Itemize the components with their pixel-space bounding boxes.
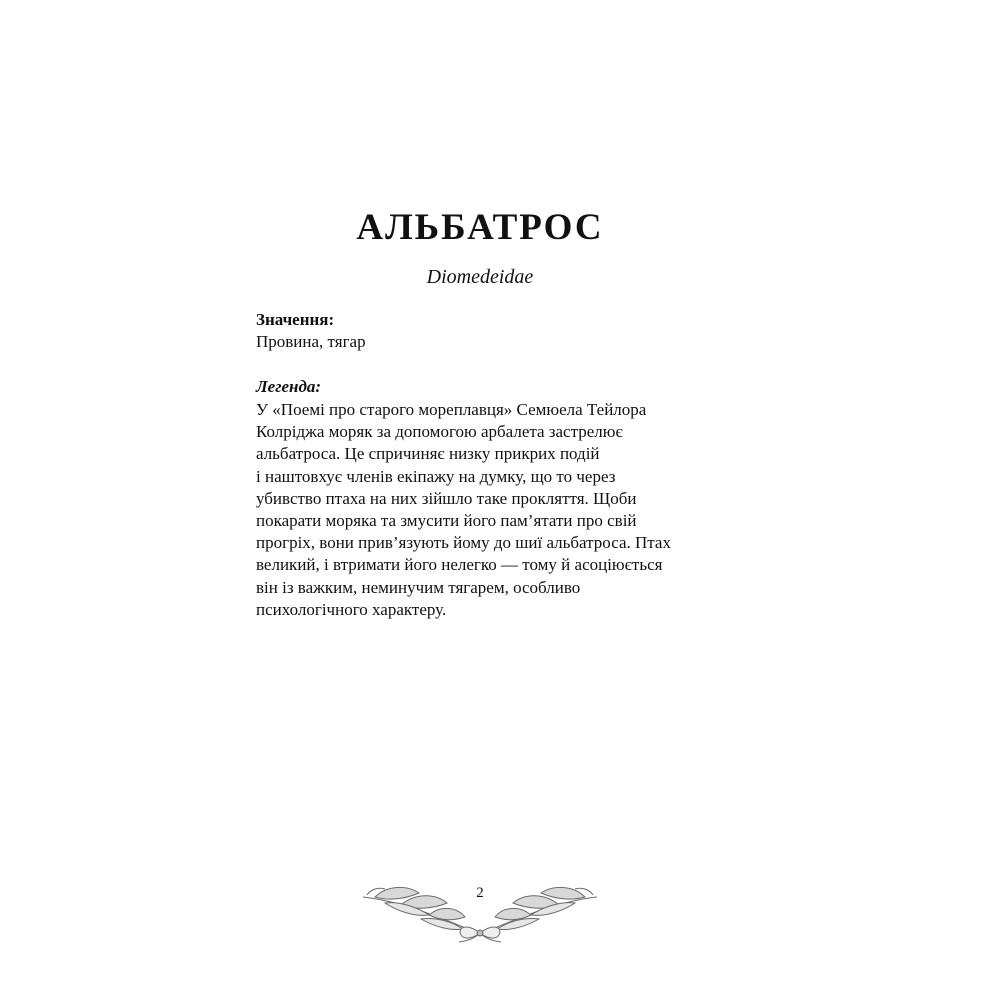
legend-line: і наштовхує членів екіпажу на думку, що то через xyxy=(256,466,616,486)
page-title: АЛЬБАТРОС xyxy=(356,207,604,248)
legend-label: Легенда: xyxy=(256,377,322,396)
legend-line: великий, і втримати його нелегко — тому й асоціюється xyxy=(256,555,663,575)
legend-line: покарати моряка та змусити його пам’ятати про свій xyxy=(256,511,637,531)
legend-line: він із важким, неминучим тягарем, особливо xyxy=(256,577,581,597)
meaning-label: Значення: xyxy=(256,310,335,329)
meaning-text: Провина, тягар xyxy=(256,332,366,351)
legend-line: Колріджа моряк за допомогою арбалета застрелює xyxy=(256,422,623,442)
legend-line: убивство птаха на них зійшло таке прокляття. Щоби xyxy=(256,488,637,508)
legend-line: альбатроса. Це спричиняє низку прикрих подій xyxy=(256,444,600,464)
legend-text xyxy=(256,399,706,621)
latin-name: Diomedeidae xyxy=(426,266,534,288)
legend-line: У «Поемі про старого мореплавця» Семюела Тейлора xyxy=(256,400,647,419)
legend-line: прогріх, вони прив’язують йому до шиї альбатроса. Птах xyxy=(256,533,671,553)
page-number: 2 xyxy=(476,885,484,901)
legend-line: психологічного характеру. xyxy=(256,599,447,619)
